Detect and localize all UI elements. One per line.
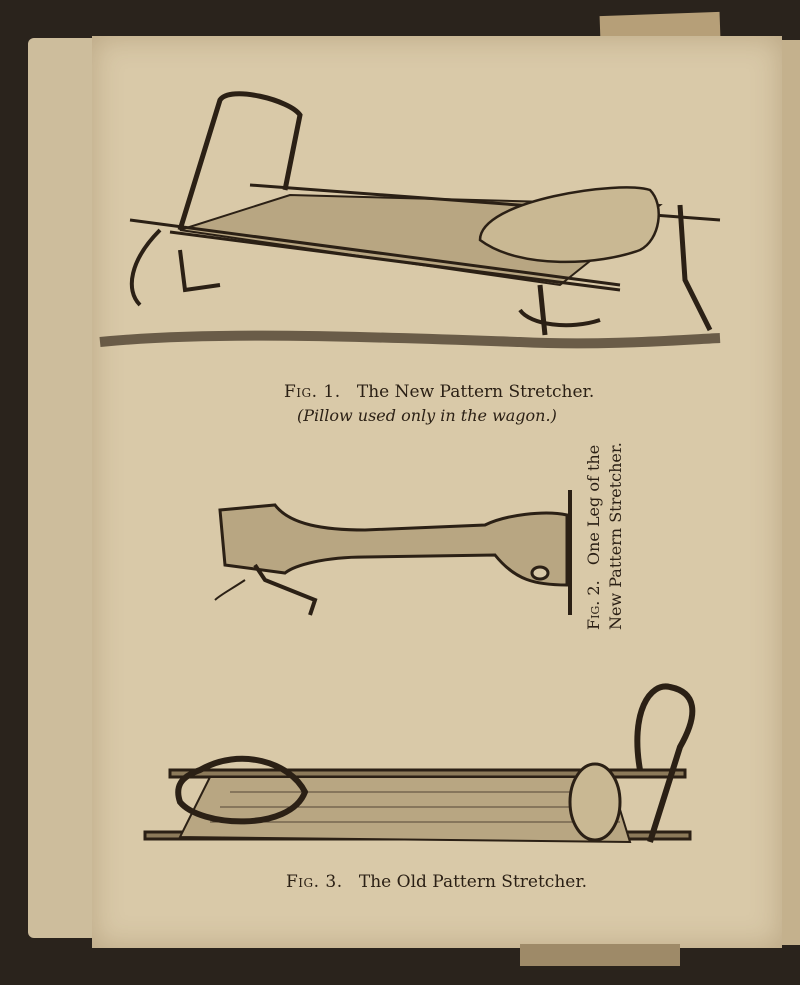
figure-3-caption	[286, 872, 587, 892]
figure-2-label: Fig. 2.	[584, 580, 603, 630]
figure-1-label: Fig. 1.	[284, 382, 341, 402]
figure-1-note: (Pillow used only in the wagon.)	[297, 406, 557, 425]
figure-3-label: Fig. 3.	[286, 872, 343, 892]
old-pattern-stretcher-illustration	[140, 652, 700, 857]
figure-2-title-line1: One Leg of the	[584, 444, 603, 566]
new-pattern-stretcher-illustration	[100, 80, 740, 370]
paper-tab-bottom	[520, 944, 680, 966]
figure-1-title: The New Pattern Stretcher.	[356, 382, 595, 402]
figure-2-caption	[583, 442, 627, 630]
left-page-edge	[28, 38, 98, 938]
figure-3-title: The Old Pattern Stretcher.	[358, 872, 587, 892]
right-page-edge	[782, 40, 800, 945]
figure-2-title-line2: New Pattern Stretcher.	[606, 442, 625, 630]
figure-1-caption	[284, 382, 594, 402]
stretcher-leg-illustration	[215, 485, 590, 620]
